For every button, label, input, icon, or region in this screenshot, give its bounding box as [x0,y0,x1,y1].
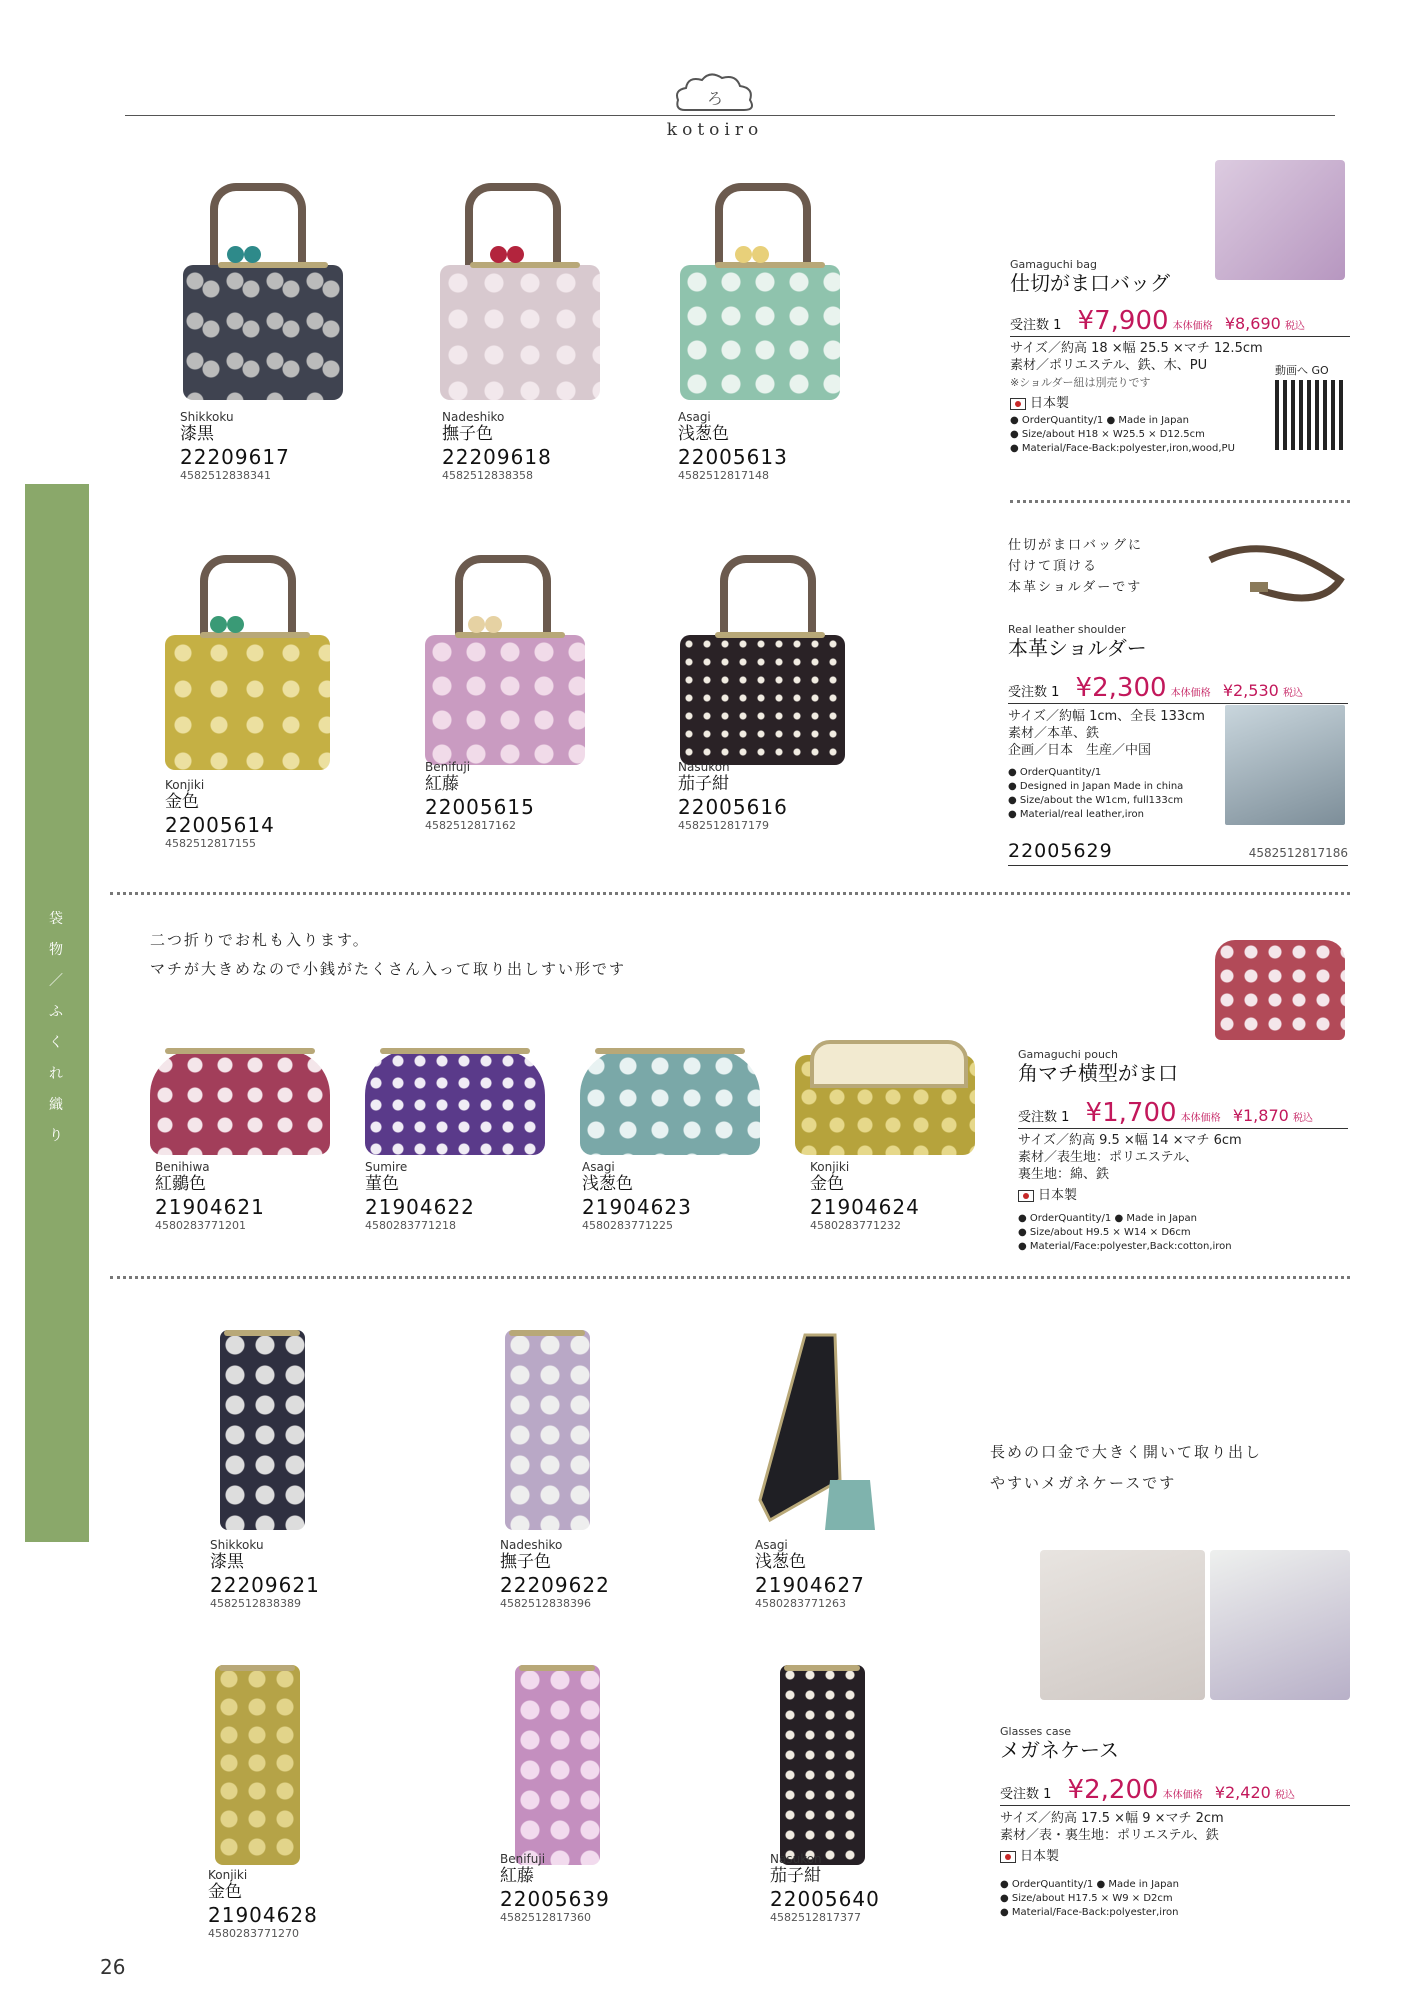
color-jp: 漆黒 [180,424,214,445]
glasses-image-konjiki [215,1665,300,1865]
bag-image [440,265,600,400]
section-divider [110,1276,1350,1279]
glasses-label-1 [210,1538,320,1610]
bag-clasp [715,632,825,638]
note-line: 長めの口金で大きく開いて取り出し [990,1443,1263,1461]
color-romaji: Nasukon [678,760,730,774]
glasses-photo-inset-1 [1040,1550,1205,1700]
product-code: 22209618 [442,444,552,469]
pouch-photo-inset [1215,940,1345,1040]
spec-line: 裏生地：綿、鉄 [1018,1167,1110,1182]
product-title-en: Glasses case [1000,1725,1072,1738]
glasses-clasp [224,1330,300,1336]
product-title-en: Real leather shoulder [1008,623,1126,636]
note-line: 仕切がま口バッグに [1008,538,1144,553]
note-line: 二つ折りでお札も入ります。 [150,931,370,949]
jan-code: 4580283771232 [810,1218,901,1232]
order-qty: 受注数 1 [1010,318,1062,333]
color-romaji: Asagi [582,1160,615,1174]
color-romaji: Nadeshiko [442,410,505,424]
color-jp: 金色 [208,1882,242,1903]
video-link[interactable]: 動画へ GO [1275,364,1329,377]
japan-flag-icon [1018,1190,1034,1202]
color-jp: 茄子紺 [678,774,729,795]
bag-en-specs [1010,414,1235,456]
glasses-note [990,1437,1262,1499]
tote-label-4 [165,778,275,850]
price: ¥7,900 [1077,306,1169,336]
tote-label-6 [678,760,788,832]
color-jp: 紅藤 [425,774,459,795]
tax-label: 税込 [1282,688,1303,699]
made-in-japan [1000,1848,1224,1865]
tax-price: ¥8,690 [1224,314,1281,333]
glasses-image-shikkoku [220,1330,305,1530]
en-spec-line: ● Size/about the W1cm, full133cm [1008,795,1184,806]
glasses-image-benifuji [515,1665,600,1865]
pouch-image-sumire [365,1050,545,1155]
jan-code: 4580283771225 [582,1218,673,1232]
color-romaji: Asagi [678,410,711,424]
price-label: 本体価格 [1180,1113,1221,1124]
pouch-label-4 [810,1160,920,1232]
spec-line: サイズ／約幅 1cm、全長 133cm [1008,709,1205,724]
jan-code: 4582512817148 [678,468,769,482]
glasses-specs [1000,1810,1224,1865]
en-spec-line: ● Material/real leather,iron [1008,809,1144,820]
glasses-label-3 [755,1538,865,1610]
en-spec-line: ● OrderQuantity/1 ● Made in Japan [1010,415,1189,426]
order-qty: 受注数 1 [1018,1110,1070,1125]
glasses-title-block [1000,1725,1119,1762]
pouch-label-1 [155,1160,265,1232]
color-romaji: Konjiki [810,1160,850,1174]
color-jp: 紅藤 [500,1866,534,1887]
pouch-image-asagi [580,1050,760,1155]
color-romaji: Shikkoku [210,1538,264,1552]
en-spec-line: ● Material/Face-Back:polyester,iron,wood,PU [1010,443,1235,454]
tax-label: 税込 [1274,1790,1295,1801]
product-code: 22005615 [425,794,535,819]
spec-line: サイズ／約高 9.5 ×幅 14 ×マチ 6cm [1018,1133,1242,1148]
color-romaji: Shikkoku [180,410,234,424]
glasses-price-line [1000,1775,1350,1806]
jan-code: 4580283771270 [208,1926,299,1940]
shoulder-en-specs [1008,766,1183,822]
shoulder-note [1008,535,1143,598]
bag-price-line [1010,306,1350,337]
product-code: 21904627 [755,1572,865,1597]
glasses-photo-inset-2 [1210,1550,1350,1700]
made-in-japan [1018,1187,1242,1204]
color-jp: 浅葱色 [678,424,729,445]
tote-label-1 [180,410,290,482]
leather-strap-icon [1200,540,1350,630]
color-romaji: Konjiki [208,1868,248,1882]
en-spec-line: ● Material/Face:polyester,Back:cotton,iron [1018,1241,1232,1252]
pouch-price-line [1018,1098,1348,1129]
made-in-japan [1010,395,1263,412]
color-jp: 漆黒 [210,1552,244,1573]
color-jp: 紅鶸色 [155,1174,206,1195]
made-label: 日本製 [1020,1849,1060,1864]
jan-code: 4582512817186 [1248,846,1348,860]
bag-image [680,635,845,765]
glasses-label-2 [500,1538,610,1610]
pouch-clasp [380,1048,530,1054]
bag-clasp [470,262,580,268]
bag-photo-inset [1215,160,1345,280]
spec-size: サイズ／約高 18 ×幅 25.5 ×マチ 12.5cm [1010,341,1263,356]
color-jp: 撫子色 [500,1552,551,1573]
tax-label: 税込 [1292,1113,1313,1124]
price-label: 本体価格 [1162,1790,1203,1801]
pouch-open-top [810,1040,968,1088]
jan-code: 4582512817155 [165,836,256,850]
category-sidebar [25,484,89,1542]
spec-material: 素材／ポリエステル、鉄、木、PU [1010,358,1208,373]
jan-code: 4582512838396 [500,1596,591,1610]
price: ¥2,300 [1075,673,1167,703]
tax-price: ¥2,530 [1222,681,1279,700]
en-spec-line: ● Size/about H17.5 × W9 × D2cm [1000,1893,1173,1904]
product-code: 21904622 [365,1194,475,1219]
product-title: 角マチ横型がま口 [1018,1061,1178,1086]
shoulder-code-row [1008,840,1348,866]
product-code: 22209622 [500,1572,610,1597]
pouch-en-specs [1018,1212,1232,1254]
pouch-label-2 [365,1160,475,1232]
color-romaji: Sumire [365,1160,408,1174]
bag-specs [1010,340,1263,412]
price: ¥1,700 [1085,1098,1177,1128]
jan-code: 4582512817179 [678,818,769,832]
color-romaji: Nadeshiko [500,1538,563,1552]
color-jp: 浅葱色 [582,1174,633,1195]
product-title-en: Gamaguchi bag [1010,258,1097,271]
made-label: 日本製 [1038,1188,1078,1203]
note-line: マチが大きめなので小銭がたくさん入って取り出しすい形です [150,960,627,978]
spec-line: 素材／本革、鉄 [1008,726,1100,741]
product-code: 22005616 [678,794,788,819]
bag-clasp [715,262,825,268]
en-spec-line: ● Designed in Japan Made in china [1008,781,1184,792]
jan-code: 4582512838358 [442,468,533,482]
price-label: 本体価格 [1172,321,1213,332]
jan-code: 4582512838341 [180,468,271,482]
jan-code: 4580283771218 [365,1218,456,1232]
note-line: やすいメガネケースです [990,1474,1177,1492]
bag-image [425,635,585,765]
glasses-label-4 [208,1868,318,1940]
product-title-en: Gamaguchi pouch [1018,1048,1118,1061]
brand-name: kotoiro [655,120,775,140]
clasp-knob [227,246,244,263]
sidebar-label: 袋 物 ／ ふ く れ 織 り [49,911,65,1144]
clasp-knob [227,616,244,633]
product-code: 21904623 [582,1194,692,1219]
glasses-clasp [784,1665,860,1671]
jan-code: 4582512817377 [770,1910,861,1924]
en-spec-line: ● Size/about H18 × W25.5 × D12.5cm [1010,429,1205,440]
bag-image [680,265,840,400]
color-jp: 茄子紺 [770,1866,821,1887]
product-code: 22005613 [678,444,788,469]
order-qty: 受注数 1 [1008,685,1060,700]
glasses-clasp [509,1330,585,1336]
color-jp: 撫子色 [442,424,493,445]
bag-title-block [1010,258,1170,295]
glasses-label-6 [770,1852,880,1924]
en-spec-line: ● Material/Face-Back:polyester,iron [1000,1907,1179,1918]
glasses-en-specs [1000,1878,1179,1920]
qr-code[interactable] [1275,380,1345,450]
en-spec-line: ● OrderQuantity/1 [1008,767,1102,778]
product-code: 22005639 [500,1886,610,1911]
spec-line: 企画／日本 生産／中国 [1008,743,1152,758]
clasp-knob [490,246,507,263]
jan-code: 4580283771201 [155,1218,246,1232]
pouch-image-benihiwa [150,1050,330,1155]
spec-line: 素材／表生地：ポリエステル、 [1018,1150,1198,1165]
pouch-title-block [1018,1048,1178,1085]
note-line: 付けて頂ける [1008,559,1099,574]
note-line: 本革ショルダーです [1008,580,1143,595]
color-romaji: Nasukon [770,1852,822,1866]
pouch-clasp [595,1048,745,1054]
cloud-logo-icon [670,70,760,120]
en-spec-line: ● OrderQuantity/1 ● Made in Japan [1000,1879,1179,1890]
color-jp: 金色 [810,1174,844,1195]
product-code: 21904624 [810,1194,920,1219]
tote-label-3 [678,410,788,482]
product-code: 22005640 [770,1886,880,1911]
clasp-knob [485,616,502,633]
shoulder-price-line [1008,673,1348,704]
japan-flag-icon [1010,398,1026,410]
clasp-knob [735,246,752,263]
glasses-image-asagi [750,1330,880,1530]
bag-image [165,635,330,770]
en-spec-line: ● Size/about H9.5 × W14 × D6cm [1018,1227,1191,1238]
glasses-image-nasukon [780,1665,865,1865]
color-romaji: Benifuji [425,760,471,774]
product-code: 21904621 [155,1194,265,1219]
strap-image [1200,540,1350,630]
bag-image [183,265,343,400]
pouch-clasp [165,1048,315,1054]
product-title: 本革ショルダー [1008,636,1147,661]
glasses-image-nadeshiko [505,1330,590,1530]
product-code: 22005629 [1008,840,1113,862]
tote-label-5 [425,760,535,832]
jan-code: 4582512817360 [500,1910,591,1924]
jan-code: 4582512817162 [425,818,516,832]
divider-dotted [1010,500,1350,503]
spec-line: サイズ／約高 17.5 ×幅 9 ×マチ 2cm [1000,1811,1224,1826]
product-code: 22005614 [165,812,275,837]
tote-label-2 [442,410,552,482]
color-jp: 浅葱色 [755,1552,806,1573]
shoulder-specs [1008,708,1205,759]
glasses-clasp [519,1665,595,1671]
pouch-specs [1018,1132,1242,1204]
product-code: 21904628 [208,1902,318,1927]
clasp-knob [468,616,485,633]
section-divider [110,892,1350,895]
jan-code: 4582512838389 [210,1596,301,1610]
jan-code: 4580283771263 [755,1596,846,1610]
made-label: 日本製 [1030,396,1070,411]
spec-note: ※ショルダー紐は別売りです [1010,376,1151,389]
clasp-knob [752,246,769,263]
product-title: メガネケース [1000,1738,1119,1763]
glasses-label-5 [500,1852,610,1924]
shoulder-photo-inset [1225,705,1345,825]
color-romaji: Benifuji [500,1852,546,1866]
color-jp: 菫色 [365,1174,399,1195]
product-title: 仕切がま口バッグ [1010,271,1170,296]
clasp-knob [210,616,227,633]
color-romaji: Konjiki [165,778,205,792]
clasp-knob [244,246,261,263]
bag-clasp [455,632,565,638]
page-number: 26 [100,1955,126,1979]
shoulder-title-block [1008,623,1147,660]
product-code: 22209621 [210,1572,320,1597]
price: ¥2,200 [1067,1775,1159,1805]
glasses-clasp [219,1665,295,1671]
product-code: 22209617 [180,444,290,469]
open-glasses-case-icon [750,1330,880,1530]
tax-label: 税込 [1284,321,1305,332]
color-romaji: Benihiwa [155,1160,210,1174]
clasp-knob [507,246,524,263]
pouch-label-3 [582,1160,692,1232]
japan-flag-icon [1000,1851,1016,1863]
order-qty: 受注数 1 [1000,1787,1052,1802]
spec-line: 素材／表・裏生地：ポリエステル、鉄 [1000,1828,1219,1843]
color-romaji: Asagi [755,1538,788,1552]
tax-price: ¥2,420 [1214,1783,1271,1802]
svg-text:ろ: ろ [706,89,724,108]
price-label: 本体価格 [1170,688,1211,699]
en-spec-line: ● OrderQuantity/1 ● Made in Japan [1018,1213,1197,1224]
pouch-note [150,926,626,984]
tax-price: ¥1,870 [1232,1106,1289,1125]
color-jp: 金色 [165,792,199,813]
